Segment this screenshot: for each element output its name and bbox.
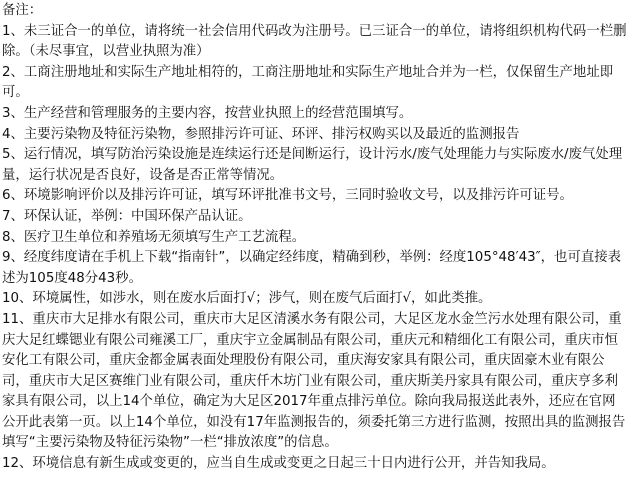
note-item-9: 9、经度纬度请在手机上下载“指南针”，以确定经纬度，精确到秒，举例：经度105°48′43″，也可直接表述为105度48分43秒。: [2, 250, 621, 286]
note-item-4: 4、主要污染物及特征污染物，参照排污许可证、环评、排污权购买以及最近的监测报告: [2, 126, 520, 142]
note-item-10: 10、环境属性，如涉水，则在废水后面打√；涉气，则在废气后面打√，如此类推。: [2, 291, 492, 307]
note-item-5: 5、运行情况，填写防治污染设施是连续运行还是间断运行，设计污水/废气处理能力与实际废水/废气处理量，运行状况是否良好，设备是否正常等情况。: [2, 147, 623, 183]
note-item-8: 8、医疗卫生单位和养殖场无须填写生产工艺流程。: [2, 229, 306, 245]
note-item-1: 1、未三证合一的单位，请将统一社会信用代码改为注册号。已三证合一的单位，请将组织机构代码一栏删除。（未尽事宜，以营业执照为准）: [2, 23, 627, 60]
note-item-2: 2、工商注册地址和实际生产地址相符的，工商注册地址和实际生产地址合并为一栏，仅保留生产地址即可。: [2, 64, 614, 101]
notes-heading: 备注：: [2, 3, 43, 18]
note-item-6: 6、环境影响评价以及排污许可证，填写环评批准书文号，三同时验收文号，以及排污许可证号。: [2, 188, 573, 204]
note-item-12: 12、环境信息有新生成或变更的，应当自生成或变更之日起三十日内进行公开，并告知我局。: [2, 456, 555, 472]
notes-document: [2, 1, 628, 475]
note-item-3: 3、生产经营和管理服务的主要内容，按营业执照上的经营范围填写。: [2, 105, 413, 121]
note-item-11: 11、重庆市大足排水有限公司，重庆市大足区清溪水务有限公司，大足区龙水金竺污水处理有限公司，重庆大足红蝶锶业有限公司雍溪工厂，重庆宇立金属制品有限公司，重庆元和精细化工有限公司，重庆市恒安化工有限公司，重庆金都金属表面处理股份有限公司，重庆海安家具有限公司，重庆固豪木业有限公司，重庆市大足区赛维门业有限公司，重庆仟木坊门业有限公司，重庆斯美丹家具有限公司，重庆亨多利家具有限公司，以上14个单位，确定为大足区2017年重点排污单位。除向我局报送此表外，还应在官网公开此表第一页。以上14个单位，如没有17年监测报告的，须委托第三方进行监测，按照出具的监测报告填写“主要污染物及特征污染物”一栏“排放浓度”的信息。: [2, 311, 626, 451]
note-item-7: 7、环保认证，举例：中国环保产品认证。: [2, 208, 252, 224]
